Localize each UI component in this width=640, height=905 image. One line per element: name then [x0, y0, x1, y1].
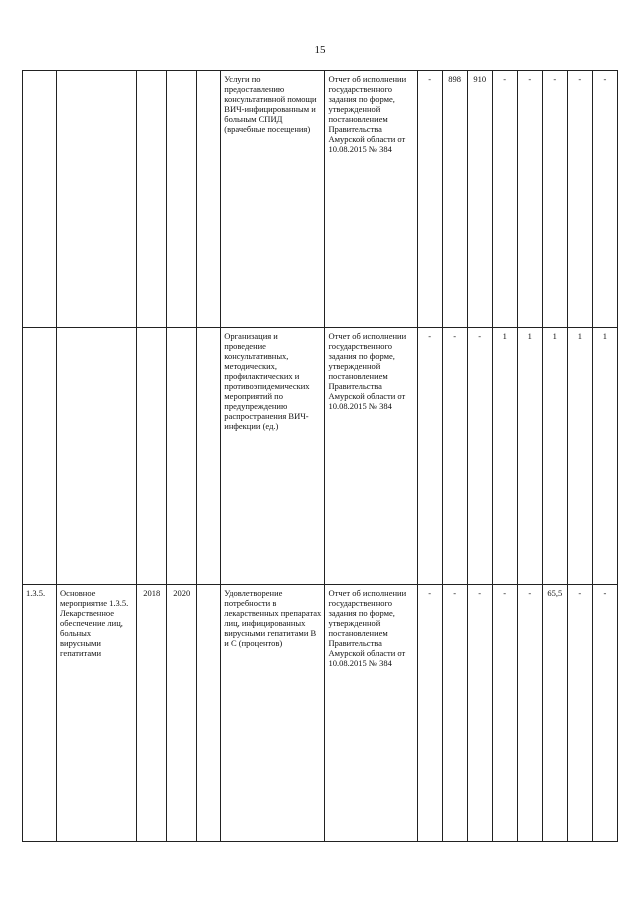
- year-start-cell: [137, 71, 167, 328]
- source-cell: Отчет об исполнении государственного задания по форме, утвержденной постановлением Правительства Амурской области от 10.08.2015 № 384: [325, 585, 417, 842]
- program-indicators-table: [22, 70, 618, 842]
- value-cell: 1: [542, 328, 567, 585]
- value-cell: -: [492, 71, 517, 328]
- value-cell: -: [417, 71, 442, 328]
- event-name-cell: [57, 71, 137, 328]
- value-cell: 898: [442, 71, 467, 328]
- value-cell: 1: [492, 328, 517, 585]
- value-cell: -: [517, 71, 542, 328]
- empty-cell: [197, 328, 221, 585]
- value-cell: -: [517, 585, 542, 842]
- value-cell: -: [567, 585, 592, 842]
- value-cell: 1: [592, 328, 617, 585]
- code-cell: 1.3.5.: [23, 585, 57, 842]
- indicator-cell: Организация и проведение консультативных, методических, профилактических и противоэпидемических мероприятий по предупреждению распространения ВИЧ-инфекции (ед.): [221, 328, 325, 585]
- year-end-cell: [167, 328, 197, 585]
- value-cell: -: [442, 585, 467, 842]
- table-row: [23, 585, 618, 842]
- value-cell: -: [417, 585, 442, 842]
- table-row: [23, 328, 618, 585]
- empty-cell: [197, 71, 221, 328]
- value-cell: -: [592, 585, 617, 842]
- event-name-cell: [57, 328, 137, 585]
- year-start-cell: [137, 328, 167, 585]
- value-cell: 910: [467, 71, 492, 328]
- year-end-cell: [167, 71, 197, 328]
- code-cell: [23, 71, 57, 328]
- source-cell: Отчет об исполнении государственного задания по форме, утвержденной постановлением Правительства Амурской области от 10.08.2015 № 384: [325, 328, 417, 585]
- source-cell: Отчет об исполнении государственного задания по форме, утвержденной постановлением Правительства Амурской области от 10.08.2015 № 384: [325, 71, 417, 328]
- event-name-cell: Основное мероприятие 1.3.5. Лекарственное обеспечение лиц, больных вирусными гепатитами: [57, 585, 137, 842]
- value-cell: -: [542, 71, 567, 328]
- year-start-cell: 2018: [137, 585, 167, 842]
- value-cell: -: [417, 328, 442, 585]
- value-cell: -: [592, 71, 617, 328]
- table-row: [23, 71, 618, 328]
- value-cell: -: [567, 71, 592, 328]
- value-cell: 1: [567, 328, 592, 585]
- empty-cell: [197, 585, 221, 842]
- year-end-cell: 2020: [167, 585, 197, 842]
- value-cell: -: [492, 585, 517, 842]
- value-cell: -: [467, 328, 492, 585]
- page-number: 15: [314, 44, 326, 56]
- value-cell: 65,5: [542, 585, 567, 842]
- value-cell: -: [467, 585, 492, 842]
- indicator-cell: Услуги по предоставлению консультативной помощи ВИЧ-инфицированным и больным СПИД (врачебные посещения): [221, 71, 325, 328]
- value-cell: -: [442, 328, 467, 585]
- indicator-cell: Удовлетворение потребности в лекарственных препаратах лиц, инфицированных вирусными гепатитами В и С (процентов): [221, 585, 325, 842]
- table-container: [22, 70, 618, 842]
- value-cell: 1: [517, 328, 542, 585]
- code-cell: [23, 328, 57, 585]
